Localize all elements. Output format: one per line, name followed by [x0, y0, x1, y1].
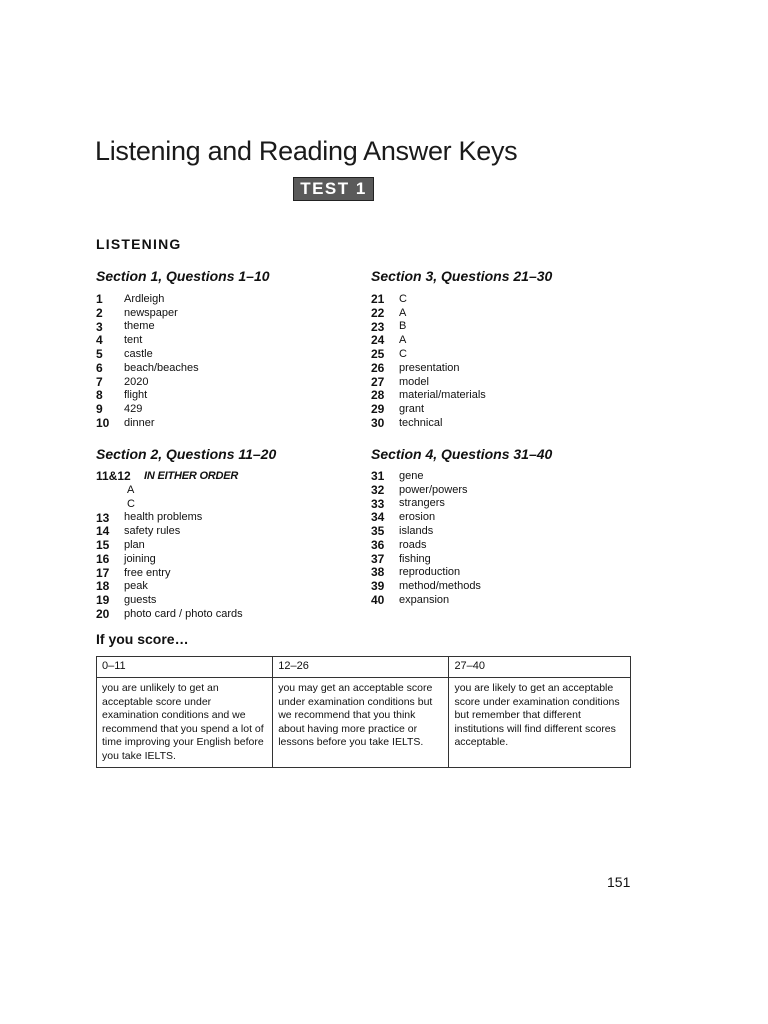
- answer-number: 20: [96, 607, 110, 622]
- section-2-answer-rows: [96, 483, 243, 621]
- answer-number: 19: [96, 593, 110, 608]
- answer-row: [96, 511, 243, 525]
- answer-row: [96, 292, 199, 306]
- answer-text: erosion: [399, 511, 436, 524]
- answer-text: C: [399, 292, 407, 305]
- answer-row: [96, 566, 243, 580]
- answer-number: 24: [371, 333, 385, 348]
- answer-text: reproduction: [399, 566, 461, 579]
- answer-number: 26: [371, 360, 385, 375]
- answer-row: [96, 402, 199, 416]
- answer-text: guests: [124, 594, 157, 607]
- answer-row: [371, 402, 486, 416]
- answer-row: [371, 347, 486, 361]
- section-3-answers: [371, 292, 486, 430]
- answer-number: 38: [371, 565, 385, 580]
- answer-text: safety rules: [124, 525, 181, 538]
- note-text: IN EITHER ORDER: [144, 470, 239, 482]
- answer-row: [96, 375, 199, 389]
- answer-text: plan: [124, 539, 145, 552]
- answer-text: technical: [399, 417, 443, 430]
- section-2-answers: [96, 469, 243, 621]
- answer-row: [96, 416, 199, 430]
- answer-number: 29: [371, 402, 385, 417]
- answer-number: 32: [371, 482, 385, 497]
- answer-row: [371, 375, 486, 389]
- answer-text: free entry: [124, 566, 171, 579]
- score-advice-3: you are likely to get an acceptable score under examination conditions but remember that different institutions will find different scores acceptable.: [449, 678, 631, 768]
- answer-number: 13: [96, 510, 110, 525]
- answer-row: [371, 389, 486, 403]
- answer-text: power/powers: [399, 483, 468, 496]
- answer-text: tent: [124, 334, 143, 347]
- answer-row: [371, 552, 481, 566]
- answer-row: [96, 347, 199, 361]
- answer-number: 25: [371, 347, 385, 362]
- answer-number: 9: [96, 402, 103, 417]
- answer-row: [371, 579, 481, 593]
- section-4-heading: Section 4, Questions 31–40: [371, 446, 553, 462]
- answer-number: 27: [371, 374, 385, 389]
- answer-row: [371, 538, 481, 552]
- answer-number: 35: [371, 524, 385, 539]
- answer-text: 2020: [124, 375, 149, 388]
- answer-text: strangers: [399, 497, 445, 510]
- answer-row: [371, 483, 481, 497]
- answer-number: 1: [96, 291, 103, 306]
- section-2-heading: Section 2, Questions 11–20: [96, 446, 277, 462]
- answer-text: flight: [124, 389, 148, 402]
- answer-number: 7: [96, 374, 103, 389]
- answer-number: 10: [96, 416, 110, 431]
- section-3-heading: Section 3, Questions 21–30: [371, 268, 553, 284]
- answer-number: 22: [371, 305, 385, 320]
- answer-text: gene: [399, 469, 424, 482]
- score-range-3: 27–40: [449, 657, 631, 678]
- answer-text: newspaper: [124, 306, 178, 319]
- answer-number: 18: [96, 579, 110, 594]
- score-advice-1: you are unlikely to get an acceptable score under examination conditions and we recommend that you spend a lot of time improving your English before you take IELTS.: [97, 678, 273, 768]
- answer-number: 23: [371, 319, 385, 334]
- answer-row: [371, 497, 481, 511]
- answer-row: [371, 524, 481, 538]
- score-advice-row: [97, 678, 631, 768]
- answer-row: [371, 292, 486, 306]
- answer-row: [96, 320, 199, 334]
- section-1-answers: [96, 292, 199, 430]
- answer-text: grant: [399, 403, 425, 416]
- answer-row: [371, 333, 486, 347]
- answer-row: [96, 593, 243, 607]
- answer-text: fishing: [399, 552, 431, 565]
- score-advice-2: you may get an acceptable score under examination conditions but we recommend that you think about having more practice or lessons before you take IELTS.: [273, 678, 449, 768]
- answer-text: peak: [124, 580, 148, 593]
- answer-number: 33: [371, 496, 385, 511]
- answer-row: [371, 566, 481, 580]
- answer-number: 15: [96, 538, 110, 553]
- answer-number: 40: [371, 593, 385, 608]
- note-question-numbers: 11&12: [96, 469, 131, 483]
- answer-text: material/materials: [399, 389, 486, 402]
- answer-row: [96, 580, 243, 594]
- answer-number: 37: [371, 551, 385, 566]
- answer-row: [96, 497, 243, 511]
- answer-row: [96, 306, 199, 320]
- answer-text: health problems: [124, 511, 203, 524]
- answer-row: [96, 524, 243, 538]
- answer-row: [371, 361, 486, 375]
- answer-text: C: [127, 497, 135, 510]
- section-1-heading: Section 1, Questions 1–10: [96, 268, 270, 284]
- test-badge: TEST 1: [293, 177, 374, 201]
- answer-number: 6: [96, 360, 103, 375]
- answer-number: 4: [96, 333, 103, 348]
- answer-row: [96, 483, 243, 497]
- answer-text: C: [399, 348, 407, 361]
- answer-row: [96, 552, 243, 566]
- answer-text: method/methods: [399, 580, 481, 593]
- section-4-answers: [371, 469, 481, 607]
- answer-row: [371, 510, 481, 524]
- answer-number: 3: [96, 319, 103, 334]
- page-number: 151: [607, 874, 631, 890]
- score-range-1: 0–11: [97, 657, 273, 678]
- answer-text: beach/beaches: [124, 361, 199, 374]
- answer-text: A: [127, 483, 135, 496]
- answer-row: [96, 389, 199, 403]
- answer-number: 21: [371, 291, 385, 306]
- answer-row: [371, 306, 486, 320]
- answer-number: 2: [96, 305, 103, 320]
- answer-row: [371, 469, 481, 483]
- answer-text: A: [399, 334, 407, 347]
- answer-row: [96, 333, 199, 347]
- answer-number: 36: [371, 537, 385, 552]
- answer-number: 5: [96, 347, 103, 362]
- answer-text: expansion: [399, 594, 450, 607]
- answer-text: photo card / photo cards: [124, 608, 243, 621]
- listening-heading: LISTENING: [96, 236, 182, 252]
- score-range-row: [97, 657, 631, 678]
- answer-number: 31: [371, 468, 385, 483]
- answer-text: A: [399, 306, 407, 319]
- score-table: [96, 656, 631, 768]
- answer-number: 14: [96, 524, 110, 539]
- page-title: Listening and Reading Answer Keys: [95, 136, 518, 167]
- answer-row: [371, 416, 486, 430]
- answer-text: model: [399, 375, 429, 388]
- answer-text: islands: [399, 525, 434, 538]
- score-heading: If you score…: [96, 631, 189, 647]
- answer-row: [371, 320, 486, 334]
- answer-text: dinner: [124, 417, 155, 430]
- answer-text: joining: [124, 552, 156, 565]
- answer-number: 28: [371, 388, 385, 403]
- answer-number: 39: [371, 579, 385, 594]
- answer-number: 16: [96, 551, 110, 566]
- answer-text: roads: [399, 538, 427, 551]
- answer-row: [96, 538, 243, 552]
- score-range-2: 12–26: [273, 657, 449, 678]
- answer-text: castle: [124, 348, 153, 361]
- answer-row: [371, 593, 481, 607]
- answer-row: [96, 607, 243, 621]
- answer-text: B: [399, 320, 407, 333]
- answer-number: 34: [371, 510, 385, 525]
- answer-number: 17: [96, 565, 110, 580]
- answer-text: Ardleigh: [124, 292, 165, 305]
- answer-row: [96, 361, 199, 375]
- answer-number: 30: [371, 416, 385, 431]
- either-order-note: [96, 469, 243, 483]
- answer-text: 429: [124, 403, 143, 416]
- answer-text: presentation: [399, 361, 460, 374]
- answer-number: 8: [96, 388, 103, 403]
- answer-text: theme: [124, 320, 155, 333]
